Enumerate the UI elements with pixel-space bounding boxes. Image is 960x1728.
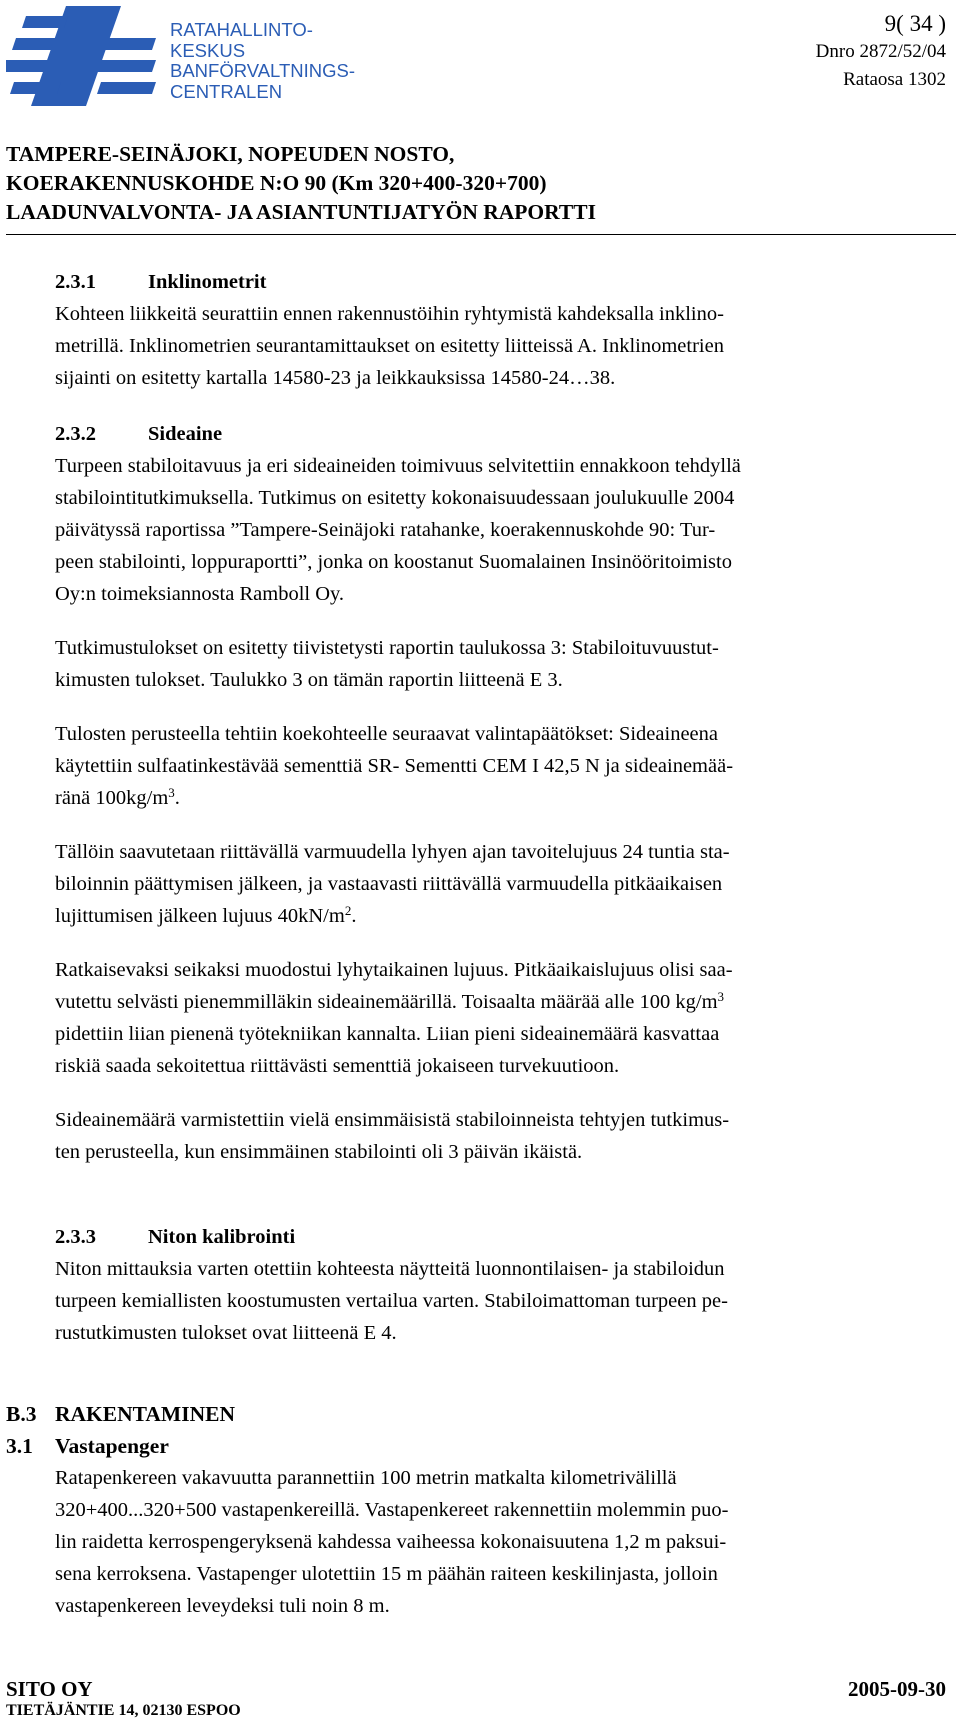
punctuation: . [351, 905, 357, 927]
text-line: Tutkimustulokset on esitetty tiivistetysti raportin taulukossa 3: Stabiloituvuustut- [55, 637, 719, 659]
header-rule [6, 234, 956, 235]
text-line: Turpeen stabiloitavuus ja eri sideaineiden toimivuus selvitettiin ennakkoon tehdyllä [55, 455, 741, 477]
text-line: Oy:n toimeksiannosta Ramboll Oy. [55, 583, 345, 605]
text-line: Ratkaisevaksi seikaksi muodostui lyhytaikainen lujuus. Pitkäaikaislujuus olisi saa- [55, 959, 733, 981]
paragraph [55, 632, 955, 696]
text-line: peen stabilointi, loppuraportti”, jonka on koostanut Suomalainen Insinööritoimisto [55, 551, 732, 573]
text-line: rustutkimusten tulokset ovat liitteenä E 4. [55, 1322, 397, 1344]
section-heading [6, 1430, 169, 1462]
text-line: vutettu selvästi pienemmilläkin sideainemäärillä. Toisaalta määrää alle 100 kg/m [55, 991, 718, 1013]
superscript: 3 [168, 785, 175, 800]
paragraph [55, 954, 955, 1082]
organization-name [170, 20, 355, 102]
text-line: metrillä. Inklinometrien seurantamittaukset on esitetty liitteissä A. Inklinometrien [55, 335, 724, 357]
text-line: biloinnin päättymisen jälkeen, ja vastaavasti riittävällä varmuudella pitkäaikaisen [55, 873, 723, 895]
organization-logo [6, 6, 166, 106]
text-line: 320+400...320+500 vastapenkereillä. Vastapenkereet rakennettiin molemmin puo- [55, 1499, 729, 1521]
title-line: KOERAKENNUSKOHDE N:O 90 (Km 320+400-320+700) [6, 171, 547, 195]
text-line: sijainti on esitetty kartalla 14580-23 ja leikkauksissa 14580-24…38. [55, 367, 616, 389]
document-title [6, 140, 956, 227]
text-line: riskiä saada sekoitettua riittävästi sementtiä jokaiseen turvekuutioon. [55, 1055, 620, 1077]
text-line: lin raidetta kerrospengeryksenä kahdessa vaiheessa kokonaisuutena 1,2 m paksui- [55, 1531, 727, 1553]
paragraph [55, 1462, 955, 1622]
section-title: Sideaine [148, 423, 223, 445]
document-meta [816, 10, 946, 94]
page-footer [6, 1677, 946, 1721]
section-heading [55, 1221, 955, 1253]
text-line: turpeen kemiallisten koostumusten vertailua varten. Stabiloimattoman turpeen pe- [55, 1290, 728, 1312]
text-line: ten perusteella, kun ensimmäinen stabilointi oli 3 päivän ikäistä. [55, 1141, 583, 1163]
text-line: vastapenkereen leveydeksi tuli noin 8 m. [55, 1595, 390, 1617]
page-number: 9( 34 ) [884, 11, 946, 36]
paragraph [55, 1104, 955, 1168]
section-title: Vastapenger [55, 1434, 169, 1458]
org-line: CENTRALEN [170, 80, 283, 102]
paragraph [55, 450, 955, 610]
org-line: BANFÖRVALTNINGS- [170, 60, 356, 81]
text-line: Tällöin saavutetaan riittävällä varmuudella lyhyen ajan tavoitelujuus 24 tuntia sta- [55, 841, 730, 863]
punctuation: . [174, 787, 180, 809]
text-line: sena kerroksena. Vastapenger ulotettiin 15 m päähän raiteen keskilinjasta, jolloin [55, 1563, 718, 1585]
superscript: 2 [344, 903, 352, 918]
superscript: 3 [717, 989, 725, 1004]
section-3-1 [55, 1462, 955, 1622]
org-line: RATAHALLINTO- [170, 19, 313, 40]
org-line: KESKUS [170, 39, 246, 61]
dnro: Dnro 2872/52/04 [815, 41, 946, 62]
section-2-3-3 [55, 1221, 955, 1349]
paragraph [55, 1253, 955, 1349]
title-line: LAADUNVALVONTA- JA ASIANTUNTIJATYÖN RAPORTTI [6, 200, 596, 224]
text-line: päivätyssä raportissa ”Tampere-Seinäjoki ratahanke, koerakennuskohde 90: Tur- [55, 519, 716, 541]
chapter-title: RAKENTAMINEN [55, 1402, 235, 1426]
text-line: käytettiin sulfaatinkestävää sementtiä SR- Sementti CEM I 42,5 N ja sideainemää- [55, 755, 734, 777]
text-line: lujittumisen jälkeen lujuus 40kN/m [55, 905, 345, 927]
text-line: pidettiin liian pienenä työtekniikan kannalta. Liian pieni sideainemäärä kasvattaa [55, 1023, 720, 1045]
report-date: 2005-09-30 [848, 1677, 946, 1701]
section-title: Niton kalibrointi [148, 1226, 296, 1248]
text-line: Kohteen liikkeitä seurattiin ennen rakennustöihin ryhtymistä kahdeksalla inklino- [55, 303, 724, 325]
text-line: Tulosten perusteella tehtiin koekohteelle seuraavat valintapäätökset: Sideaineena [55, 723, 718, 745]
text-line: ränä 100kg/m [55, 787, 169, 809]
section-number: 2.3.3 [55, 1226, 96, 1248]
section-title: Inklinometrit [148, 271, 267, 293]
chapter-heading [6, 1398, 235, 1430]
company-address: TIETÄJÄNTIE 14, 02130 ESPOO [6, 1702, 241, 1719]
text-line: Niton mittauksia varten otettiin kohteesta näytteitä luonnontilaisen- ja stabiloidun [55, 1258, 725, 1280]
section-heading [55, 418, 955, 450]
title-line: TAMPERE-SEINÄJOKI, NOPEUDEN NOSTO, [6, 142, 455, 166]
rataosa: Rataosa 1302 [843, 69, 946, 90]
text-line: kimusten tulokset. Taulukko 3 on tämän raportin liitteenä E 3. [55, 669, 563, 691]
section-number: 2.3.1 [55, 271, 96, 293]
section-number: 2.3.2 [55, 423, 96, 445]
section-heading [55, 266, 955, 298]
paragraph [55, 718, 955, 814]
text-line: Ratapenkereen vakavuutta parannettiin 100 metrin matkalta kilometrivälillä [55, 1467, 677, 1489]
section-number: 3.1 [6, 1434, 33, 1458]
text-line: stabilointitutkimuksella. Tutkimus on esitetty kokonaisuudessaan joulukuulle 2004 [55, 487, 735, 509]
paragraph [55, 836, 955, 932]
text-line: Sideainemäärä varmistettiin vielä ensimmäisistä stabiloinneista tehtyjen tutkimus- [55, 1109, 730, 1131]
chapter-number: B.3 [6, 1402, 37, 1426]
section-2-3-2 [55, 418, 955, 1168]
section-2-3-1 [55, 266, 955, 394]
company-name: SITO OY [6, 1677, 93, 1701]
